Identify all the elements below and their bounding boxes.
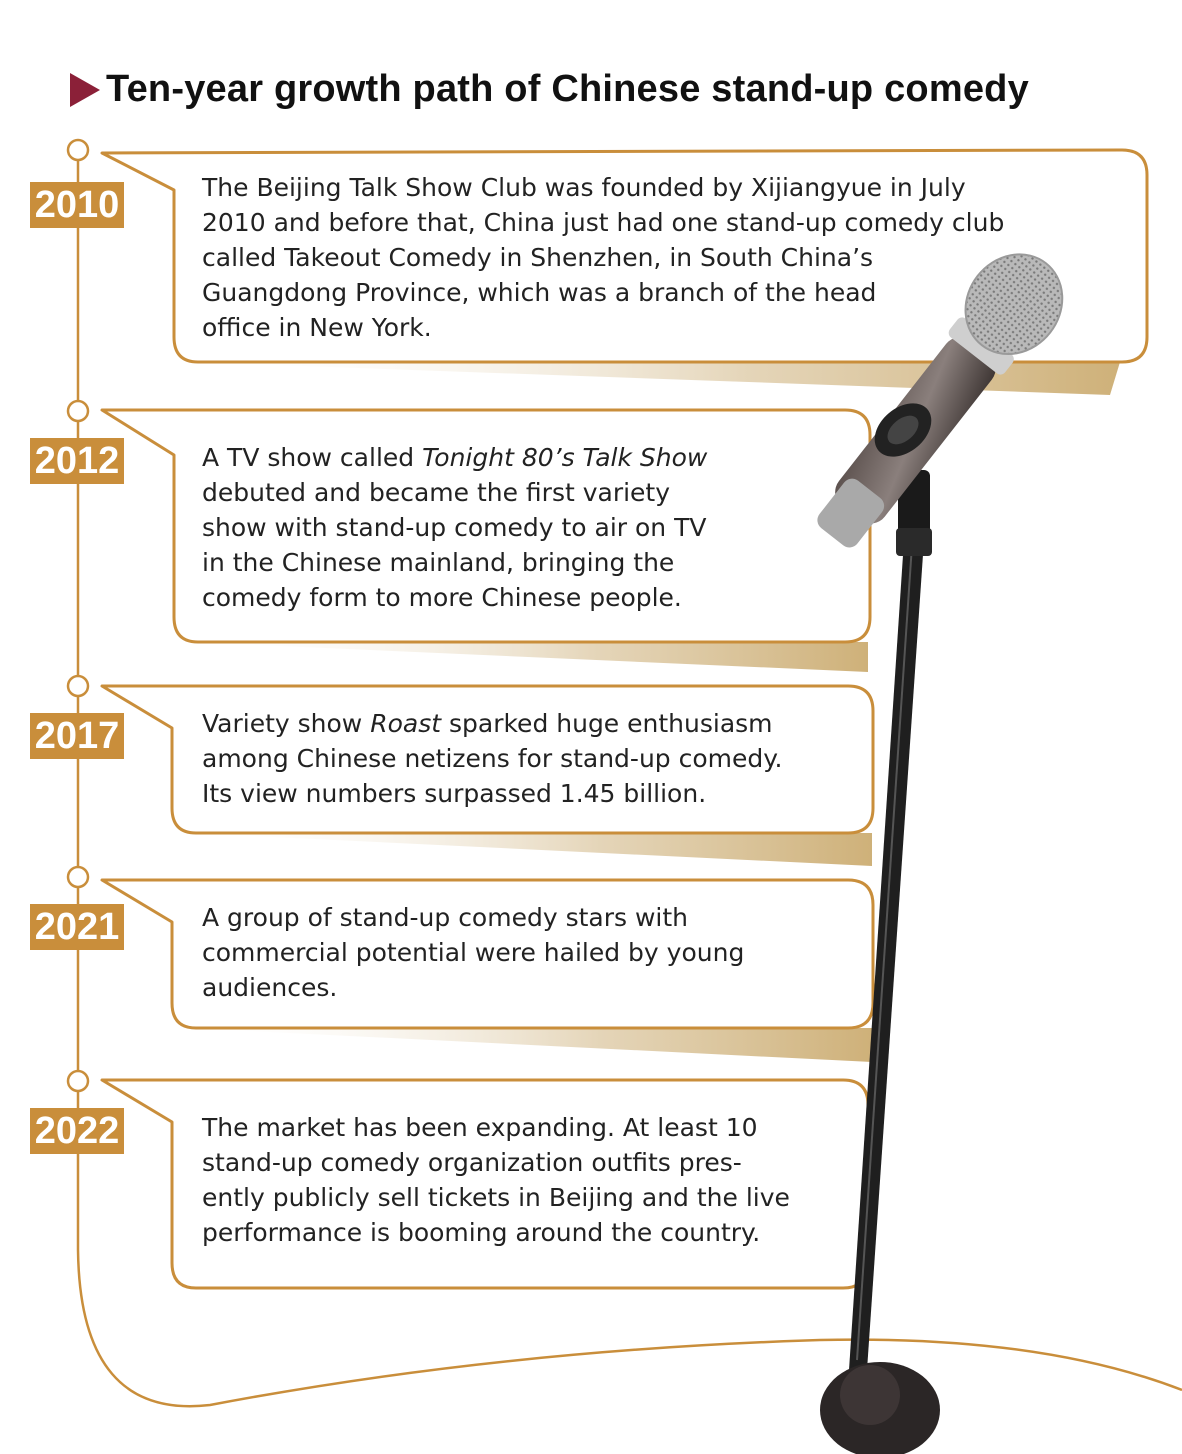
milestone-text-2010 [202,170,1004,345]
milestone-text-2012 [202,440,707,615]
text-line: performance is booming around the country. [202,1218,761,1247]
title-row [70,68,1029,111]
mic-stand-base-top [840,1365,900,1425]
callout-shadow [190,1028,872,1062]
text-line: The Beijing Talk Show Club was founded by Xijiangyue in July [202,173,966,202]
text-line: in the Chinese mainland, bringing the [202,548,675,577]
milestone-text-2022 [202,1110,790,1250]
page-title: Ten-year growth path of Chinese stand-up comedy [106,68,1029,110]
show-title: Roast [370,709,442,738]
milestone-node [68,676,88,696]
milestone-text-2021 [202,900,744,1005]
text-line: Its view numbers surpassed 1.45 billion. [202,779,707,808]
milestone-node [68,140,88,160]
text-line: called Takeout Comedy in Shenzhen, in South China’s [202,243,874,272]
callout-shadow [190,833,872,866]
year-badge-2012: 2012 [30,438,124,484]
show-title: Tonight 80’s Talk Show [422,443,708,472]
text-span: Variety show [202,709,371,738]
text-line: A group of stand-up comedy stars with [202,903,689,932]
text-line: 2010 and before that, China just had one stand-up comedy club [202,208,1005,237]
text-span: sparked huge enthusiasm [441,709,773,738]
text-line: Guangdong Province, which was a branch of the head [202,278,877,307]
text-line: ently publicly sell tickets in Beijing and the live [202,1183,790,1212]
mic-stand-clutch [896,528,932,556]
text-line: commercial potential were hailed by young [202,938,745,967]
title-arrow-icon [70,73,100,107]
text-line [202,440,707,475]
text-line [202,706,782,741]
text-span: A TV show called [202,443,423,472]
text-line: comedy form to more Chinese people. [202,583,682,612]
year-badge-2017: 2017 [30,713,124,759]
text-line: debuted and became the first variety [202,478,671,507]
text-line: The market has been expanding. At least 10 [202,1113,758,1142]
milestone-node [68,867,88,887]
milestone-text-2017 [202,706,782,811]
text-line: among Chinese netizens for stand-up comedy. [202,744,783,773]
callout-shadow [190,642,868,672]
text-line: show with stand-up comedy to air on TV [202,513,707,542]
text-line: office in New York. [202,313,432,342]
text-line: audiences. [202,973,338,1002]
year-badge-2022: 2022 [30,1108,124,1154]
year-badge-2021: 2021 [30,904,124,950]
milestone-node [68,1071,88,1091]
milestone-node [68,401,88,421]
text-line: stand-up comedy organization outfits pres- [202,1148,742,1177]
year-badge-2010: 2010 [30,182,124,228]
